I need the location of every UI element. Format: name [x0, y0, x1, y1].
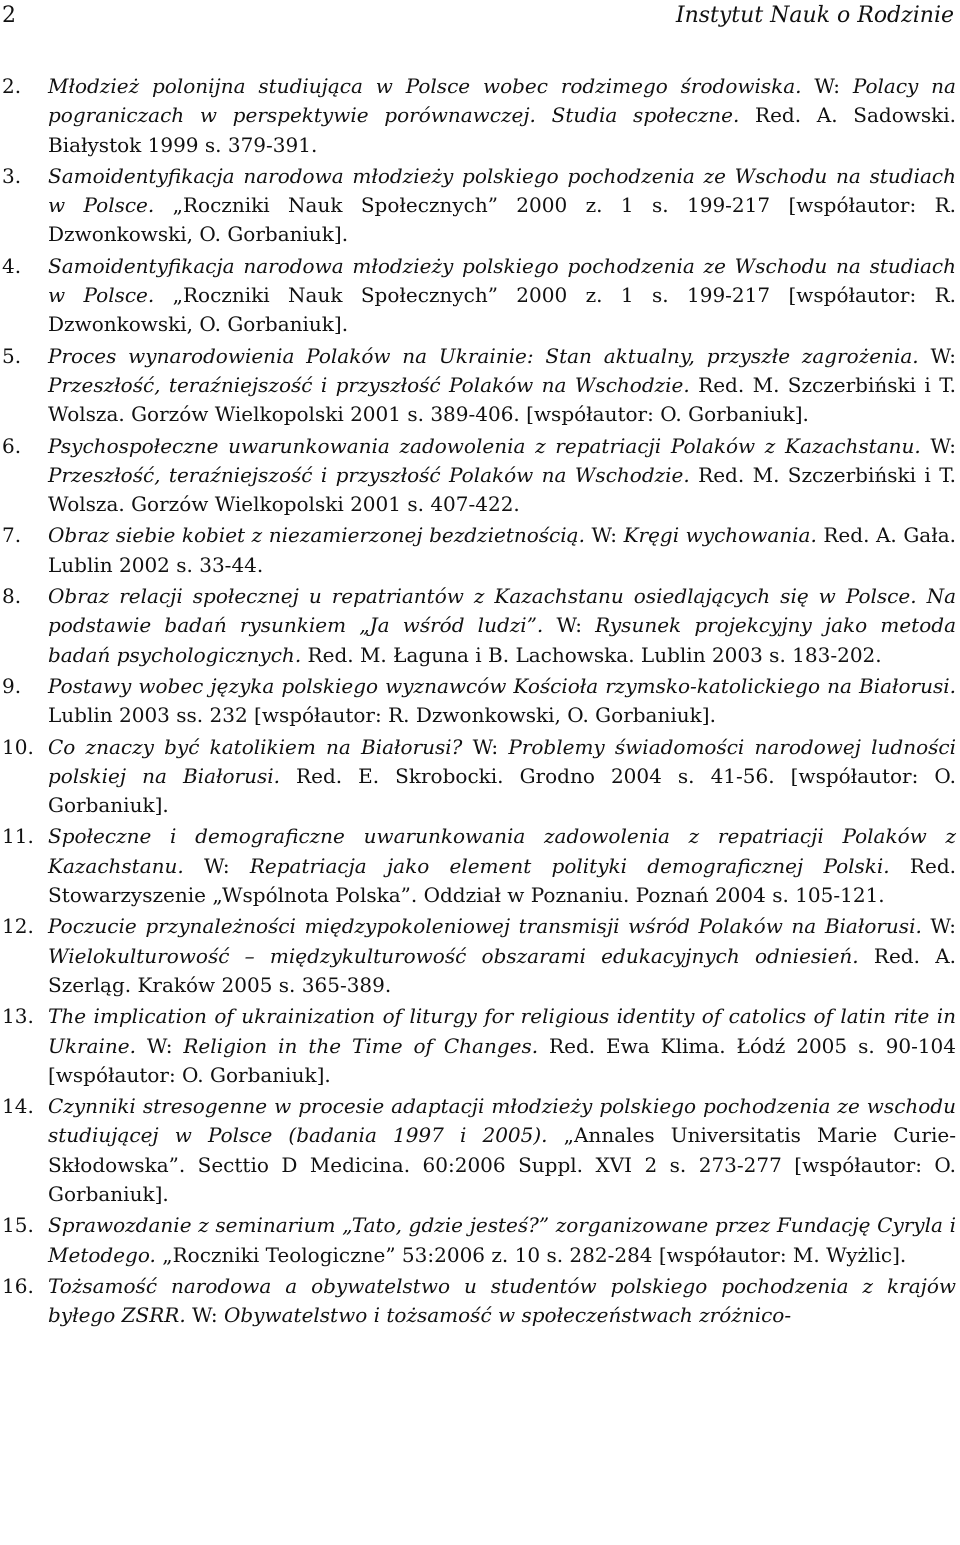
bibliography-entry [0, 733, 956, 821]
entry-citation-text: Red. M. Szczerbiński i T. Wolsza. Gorzów Wielkopolski 2001 s. 389-406. [współautor: O. Gorbaniuk]. [48, 372, 956, 427]
entry-number: 15. [2, 1213, 34, 1238]
entry-number: 5. [2, 343, 22, 368]
entry-citation-text: „Roczniki Nauk Społecznych” 2000 z. 1 s. 199-217 [współautor: R. Dzwonkowski, O. Gorbaniuk]. [48, 193, 956, 247]
entry-citation-text: „Roczniki Teologiczne” 53:2006 z. 10 s. 282-284 [współautor: M. Wyżlic]. [155, 1242, 907, 1267]
entry-number: 7. [2, 523, 22, 548]
bibliography-entry [0, 521, 956, 580]
bibliography-entry [0, 1092, 956, 1209]
entry-title-text: Psychospołeczne uwarunkowania zadowolenia z repatriacji Polaków z Kazachstanu. [48, 433, 921, 458]
entry-title-text: Kręgi wychowania. [623, 523, 817, 548]
entry-citation-text: „Annales Universitatis Marie Curie-Skłodowska”. Secttio D Medicina. 60:2006 Suppl. XVI 2 s. 273-277 [współautor: O. Gorbaniuk]. [48, 1123, 956, 1206]
bibliography-entry [0, 1002, 956, 1090]
entry-number: 11. [2, 824, 34, 849]
entry-title-text: Obraz relacji społecznej u repatriantów z Kazachstanu osiedlających się w Polsce. Na podstawie badań rysunkiem „Ja wśród ludzi”. [48, 584, 956, 638]
entry-number: 13. [2, 1004, 34, 1029]
entry-citation-text: W: [462, 734, 509, 759]
entry-title-text: Obywatelstwo i tożsamość w społeczeństwach zróżnico- [223, 1303, 792, 1328]
entry-citation-text: W: [921, 914, 956, 939]
entry-citation-text: „Roczniki Nauk Społecznych” 2000 z. 1 s. 199-217 [współautor: R. Dzwonkowski, O. Gorbaniuk]. [48, 283, 956, 337]
entry-number: 2. [2, 74, 22, 98]
bibliography-entry [0, 1211, 956, 1270]
entry-number: 8. [2, 584, 22, 609]
entry-title-text: Młodzież polonijna studiująca w Polsce wobec rodzimego środowiska. [48, 74, 802, 98]
entry-citation-text: W: [543, 613, 596, 638]
entry-citation-text: W: [801, 74, 853, 98]
bibliography-entry [0, 72, 956, 160]
entry-title-text: Proces wynarodowienia Polaków na Ukrainie: Stan aktualny, przyszłe zagrożenia. [48, 343, 919, 368]
entry-title-text: Religion in the Time of Changes. [183, 1033, 539, 1058]
entry-title-text: Co znaczy być katolikiem na Białorusi? [48, 734, 463, 759]
entry-title-text: Przeszłość, teraźniejszość i przyszłość Polaków na Wschodzie. [48, 372, 690, 397]
entry-title-text: Polacy na pograniczach w perspektywie porównawczej. Studia społeczne. [48, 74, 956, 128]
entry-citation-text: Red. M. Łaguna i B. Lachowska. Lublin 2003 s. 183-202. [301, 642, 882, 667]
entry-citation-text: Red. A. Gała. Lublin 2002 s. 33-44. [48, 523, 956, 577]
entry-number: 9. [2, 673, 22, 698]
entry-number: 14. [2, 1094, 34, 1119]
entry-citation-text: W: [135, 1033, 184, 1058]
entry-title-text: Samoidentyfikacja narodowa młodzieży polskiego pochodzenia ze Wschodu na studiach w Polsce. [48, 163, 956, 218]
bibliography-entry [0, 432, 956, 520]
bibliography-entry [0, 822, 956, 910]
entry-citation-text: Red. A. Szerląg. Kraków 2005 s. 365-389. [48, 943, 956, 997]
entry-citation-text: W: [185, 1303, 224, 1328]
entry-citation-text: W: [920, 433, 956, 458]
bibliography-entry [0, 162, 956, 250]
entry-number: 16. [2, 1273, 34, 1298]
entry-citation-text: W: [584, 523, 624, 548]
bibliography-entry [0, 672, 956, 731]
bibliography-entry [0, 582, 956, 670]
entry-title-text: Rysunek projekcyjny jako metoda badań psychologicznych. [48, 613, 956, 667]
entry-title-text: Obraz siebie kobiet z niezamierzonej bezdzietnością. [48, 523, 585, 548]
entry-title-text: Czynniki stresogenne w procesie adaptacji młodzieży polskiego pochodzenia ze wschodu studiującej w Polsce (badania 1997 i 2005). [48, 1094, 956, 1148]
entry-title-text: Samoidentyfikacja narodowa młodzieży polskiego pochodzenia ze Wschodu na studiach w Polsce. [48, 253, 956, 308]
entry-citation-text: W: [183, 853, 250, 878]
bibliography-entry [0, 252, 956, 340]
entry-number: 4. [2, 253, 22, 278]
entry-title-text: Społeczne i demograficzne uwarunkowania zadowolenia z repatriacji Polaków z Kazachstanu. [48, 824, 956, 878]
running-title: Instytut Nauk o Rodzinie [675, 3, 954, 28]
entry-number: 6. [2, 433, 22, 458]
entry-title-text: Problemy świadomości narodowej ludności polskiej na Białorusi. [48, 734, 956, 788]
entry-title-text: Repatriacja jako element polityki demograficznej Polski. [249, 853, 890, 878]
page-header [0, 0, 960, 34]
entry-number: 3. [2, 163, 22, 188]
entry-title-text: Poczucie przynależności międzypokoleniowej transmisji wśród Polaków na Białorusi. [48, 914, 922, 939]
entry-citation-text: Red. M. Szczerbiński i T. Wolsza. Gorzów Wielkopolski 2001 s. 407-422. [48, 462, 956, 517]
entry-citation-text: Red. E. Skrobocki. Grodno 2004 s. 41-56. [współautor: O. Gorbaniuk]. [48, 763, 956, 818]
bibliography-entry [0, 1272, 956, 1331]
entry-citation-text: Red. Stowarzyszenie „Wspólnota Polska”. Oddział w Poznaniu. Poznań 2004 s. 105-121. [48, 853, 956, 908]
entry-title-text: Tożsamość narodowa a obywatelstwo u studentów polskiego pochodzenia z krajów byłego ZSRR. [48, 1273, 956, 1328]
entry-title-text: Przeszłość, teraźniejszość i przyszłość Polaków na Wschodzie. [48, 462, 690, 487]
bibliography-list [0, 72, 956, 1332]
bibliography-entry [0, 912, 956, 1000]
entry-title-text: Wielokulturowość – międzykulturowość obszarami edukacyjnych odniesień. [48, 943, 859, 968]
entry-number: 12. [2, 914, 34, 939]
entry-citation-text: Lublin 2003 ss. 232 [współautor: R. Dzwonkowski, O. Gorbaniuk]. [48, 703, 716, 728]
entry-citation-text: Red. A. Sadowski. Białystok 1999 s. 379-391. [48, 103, 957, 157]
entry-citation-text: Red. Ewa Klima. Łódź 2005 s. 90-104 [współautor: O. Gorbaniuk]. [48, 1033, 957, 1087]
entry-title-text: Sprawozdanie z seminarium „Tato, gdzie jesteś?” zorganizowane przez Fundację Cyryla i Metodego. [48, 1213, 956, 1267]
bibliography-entry [0, 342, 956, 430]
entry-citation-text: W: [918, 343, 957, 368]
page-number: 2 [2, 3, 16, 28]
entry-title-text: Postawy wobec języka polskiego wyznawców Kościoła rzymsko-katolickiego na Białorusi. [48, 673, 956, 698]
entry-number: 10. [2, 734, 34, 759]
entry-title-text: The implication of ukrainization of liturgy for religious identity of catolics of latin rite in Ukraine. [48, 1004, 956, 1058]
